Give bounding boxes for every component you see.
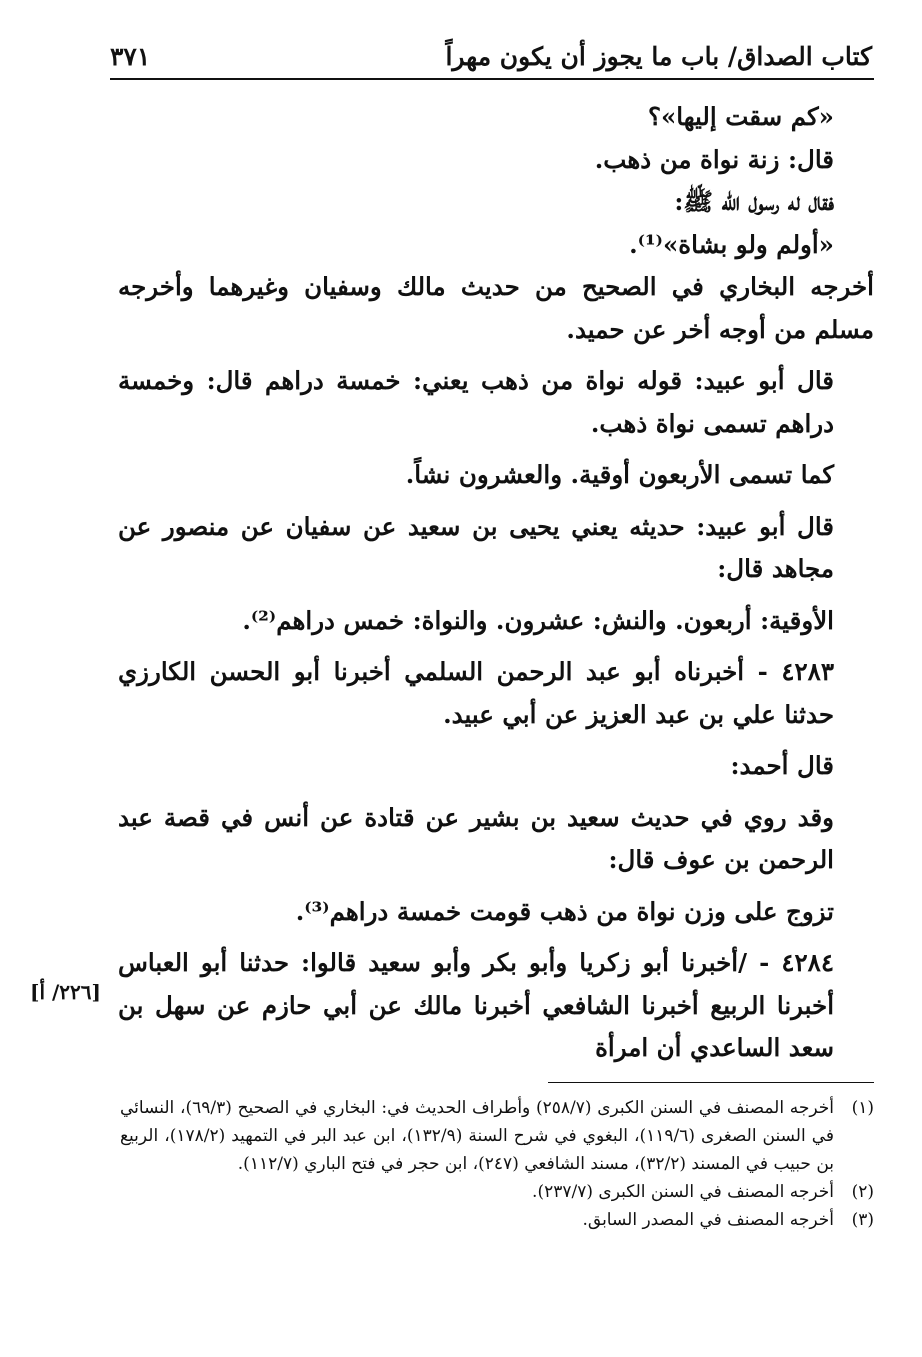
footnote-text: أخرجه المصنف في المصدر السابق. bbox=[582, 1210, 834, 1230]
paragraph: «أولم ولو بشاة»⁽¹⁾. bbox=[629, 229, 834, 259]
footnotes bbox=[120, 1094, 874, 1234]
footnote-number: (٣) bbox=[851, 1210, 874, 1230]
footnote-number: (١) bbox=[851, 1098, 874, 1118]
paragraph: الأوقية: أربعون. والنش: عشرون. والنواة: خمس دراهم⁽²⁾. bbox=[242, 605, 834, 635]
chapter-title: كتاب الصداق/ باب ما يجوز أن يكون مهراً bbox=[445, 41, 872, 71]
footnote bbox=[120, 1094, 874, 1178]
paragraph: «كم سقت إليها»؟ bbox=[647, 102, 834, 131]
paragraph: قال أبو عبيد: قوله نواة من ذهب يعني: خمسة دراهم قال: وخمسة دراهم تسمى نواة ذهب. bbox=[118, 366, 834, 438]
paragraph: أخرجه البخاري في الصحيح من حديث مالك وسفيان وغيرهما وأخرجه مسلم من أوجه أخر عن حميد. bbox=[118, 272, 874, 344]
paragraph: قال: زنة نواة من ذهب. bbox=[594, 144, 834, 174]
footnote-text: أخرجه المصنف في السنن الكبرى (٢٥٨/٧) وأطراف الحديث في: البخاري في الصحيح (٦٩/٣)، النسائي في السنن الصغرى (١١٩/٦)، البغوي في شرح السنة (١٣٢/٩)، ابن عبد البر في التمهيد (١٧٨/٢)، الربيع بن حبيب في المسند (٣٢/٢)، مسند الشافعي (٢٤٧)، ابن حجر في فتح الباري (١١٢/٧). bbox=[120, 1098, 834, 1174]
footnote bbox=[120, 1178, 874, 1206]
hadith-4283: ٤٢٨٣ - أخبرناه أبو عبد الرحمن السلمي أخبرنا أبو الحسن الكارزي حدثنا علي بن عبد العزيز عن أبي عبيد. bbox=[118, 657, 834, 729]
paragraph: قال أحمد: bbox=[730, 751, 834, 780]
paragraph: فقال له رسول الله ﷺ: bbox=[674, 187, 834, 216]
footnote-divider bbox=[548, 1082, 874, 1083]
header-divider bbox=[110, 78, 874, 80]
footnote bbox=[120, 1206, 874, 1234]
paragraph: تزوج على وزن نواة من ذهب قومت خمسة دراهم⁽³⁾. bbox=[295, 896, 834, 926]
paragraph: قال أبو عبيد: حديثه يعني يحيى بن سعيد عن سفيان عن منصور عن مجاهد قال: bbox=[118, 511, 834, 583]
footnote-number: (٢) bbox=[851, 1182, 874, 1202]
main-text bbox=[118, 96, 874, 1079]
paragraph: وقد روي في حديث سعيد بن بشير عن قتادة عن أنس في قصة عبد الرحمن بن عوف قال: bbox=[118, 802, 834, 874]
running-header bbox=[110, 36, 872, 76]
hadith-4284: ٤٢٨٤ - /أخبرنا أبو زكريا وأبو بكر وأبو سعيد قالوا: حدثنا أبو العباس أخبرنا الربيع أخبرنا الشافعي أخبرنا مالك عن أبي حازم عن سهل بن سعد الساعدي أن امرأة bbox=[118, 948, 834, 1062]
manuscript-folio-marker: [٢٢٦/ أ] bbox=[30, 980, 101, 1004]
page-number: ٣٧١ bbox=[110, 41, 151, 71]
footnote-text: أخرجه المصنف في السنن الكبرى (٢٣٧/٧). bbox=[532, 1182, 834, 1202]
paragraph: كما تسمى الأربعون أوقية. والعشرون نشاً. bbox=[405, 460, 834, 489]
